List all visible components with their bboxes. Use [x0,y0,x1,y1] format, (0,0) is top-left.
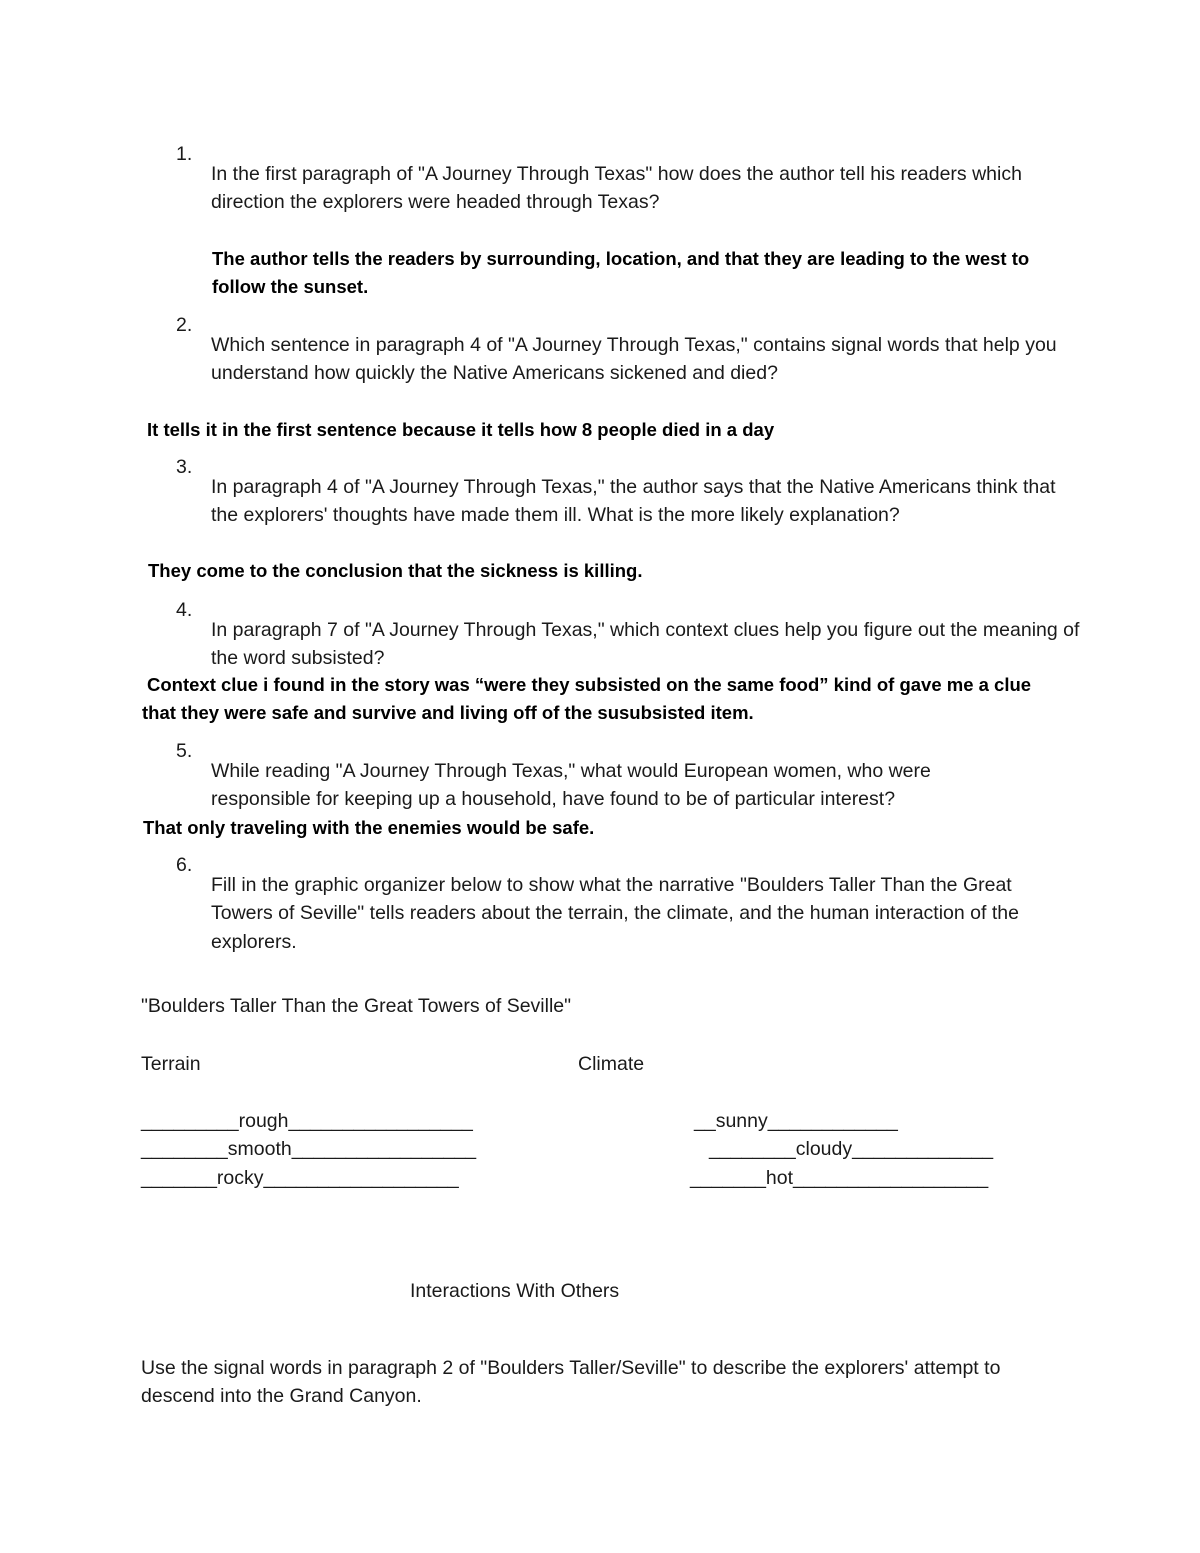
question-4-number: 4. [176,599,193,621]
question-1-number: 1. [176,143,193,165]
answer-1: The author tells the readers by surrounding, location, and that they are leading to the west to follow the sunset. [212,247,1030,297]
question-1-text: In the first paragraph of "A Journey Through Texas" how does the author tell his readers which direction the explorers were headed through Texas? [211,162,1022,213]
question-6-number: 6. [176,854,193,876]
terrain-item-rocky: _______rocky__________________ [141,1167,459,1189]
answer-4: Context clue i found in the story was “were they subsisted on the same food” kind of gave me a clue that they were safe and survive and living off of the susubsisted item. [142,673,1032,723]
answer-3: They come to the conclusion that the sickness is killing. [148,559,643,581]
question-3-text: In paragraph 4 of "A Journey Through Texas," the author says that the Native Americans think that the explorers' thoughts have made them ill. What is the more likely explanation? [211,475,1056,526]
question-2-number: 2. [176,314,193,336]
question-5-text: While reading "A Journey Through Texas," what would European women, who were responsible for keeping up a household, have found to be of particular interest? [211,759,931,810]
question-3-number: 3. [176,456,193,478]
climate-heading: Climate [578,1053,645,1075]
organizer-title: "Boulders Taller Than the Great Towers of Seville" [141,995,572,1017]
interactions-heading: Interactions With Others [410,1280,620,1302]
question-5-number: 5. [176,740,193,762]
climate-item-hot: _______hot__________________ [690,1167,989,1189]
answer-5: That only traveling with the enemies would be safe. [143,816,595,838]
terrain-item-smooth: ________smooth_________________ [141,1138,477,1160]
signal-words-prompt: Use the signal words in paragraph 2 of "Boulders Taller/Seville" to describe the explorers' attempt to descend into the Grand Canyon. [141,1356,1001,1407]
climate-item-sunny: __sunny____________ [694,1110,898,1132]
answer-2: It tells it in the first sentence because it tells how 8 people died in a day [147,418,775,440]
terrain-item-rough: _________rough_________________ [141,1110,473,1132]
terrain-heading: Terrain [141,1053,201,1075]
question-2-text: Which sentence in paragraph 4 of "A Journey Through Texas," contains signal words that help you understand how quickly the Native Americans sickened and died? [211,333,1057,384]
question-6-text: Fill in the graphic organizer below to show what the narrative "Boulders Taller Than the Great Towers of Seville" tells readers about the terrain, the climate, and the human interaction of the explorers. [211,873,1019,953]
question-4-text: In paragraph 7 of "A Journey Through Texas," which context clues help you figure out the meaning of the word subsisted? [211,618,1080,669]
climate-item-cloudy: ________cloudy_____________ [709,1138,994,1160]
